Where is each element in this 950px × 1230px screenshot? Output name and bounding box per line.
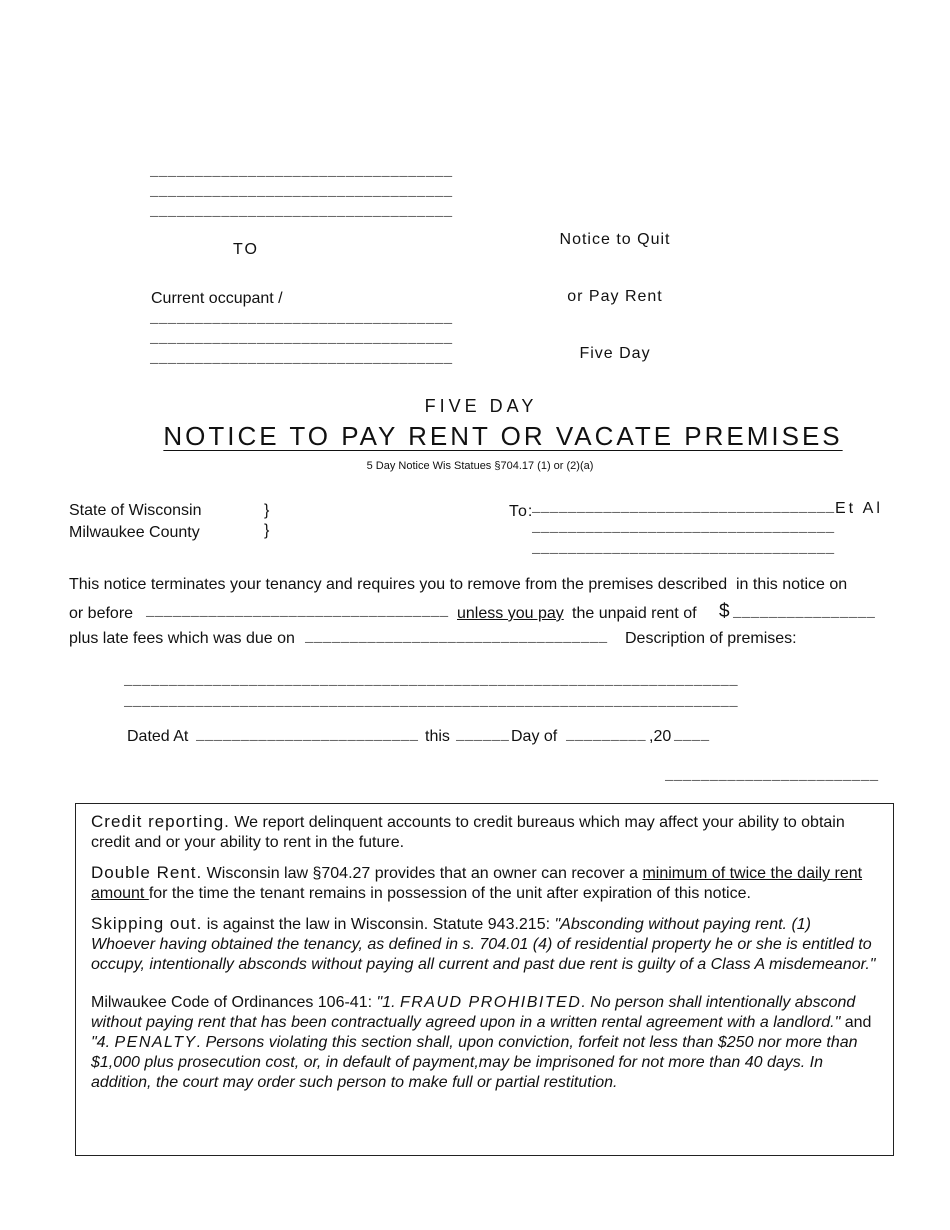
premises-line-1[interactable]: _____________________________________________________________________ xyxy=(124,673,739,689)
due-date-field[interactable]: __________________________________ xyxy=(305,630,608,646)
premises-line-2[interactable]: _____________________________________________________________________ xyxy=(124,694,739,710)
plus-late-fees-label: plus late fees which was due on xyxy=(69,630,295,647)
skipping-out-heading: Skipping out. xyxy=(91,914,203,933)
dated-at-label: Dated At xyxy=(127,728,189,745)
tenant-line-2[interactable]: __________________________________ xyxy=(532,520,835,536)
sender-line-2[interactable]: __________________________________ xyxy=(150,184,453,200)
page-title: NOTICE TO PAY RENT OR VACATE PREMISES xyxy=(163,421,843,451)
signature-line[interactable]: ________________________ xyxy=(665,768,879,784)
credit-reporting-paragraph xyxy=(91,812,879,853)
sender-line-1[interactable]: __________________________________ xyxy=(150,164,453,180)
vacate-date-field[interactable]: __________________________________ xyxy=(146,604,449,620)
day-of-label: Day of xyxy=(511,728,558,745)
this-label: this xyxy=(425,728,450,745)
to-tenant-label: To: xyxy=(509,503,534,520)
et-al-label: Et Al xyxy=(835,500,883,517)
double-rent-paragraph xyxy=(91,863,879,904)
dollar-sign: $ xyxy=(719,601,730,622)
credit-reporting-text: We report delinquent accounts to credit bureaus which may affect your ability to obtain credit and or your ability to rent in the future. xyxy=(91,814,845,851)
year-field[interactable]: ____ xyxy=(674,728,710,744)
to-label: TO xyxy=(233,241,259,258)
fraud-quote-open: "1. xyxy=(376,994,400,1011)
occupant-line-2[interactable]: __________________________________ xyxy=(150,331,453,347)
skipping-out-text: is against the law in Wisconsin. Statute 943.215: xyxy=(202,916,555,933)
state-brace: } xyxy=(264,502,270,519)
credit-reporting-heading: Credit reporting. xyxy=(91,812,230,831)
county-label: Milwaukee County xyxy=(69,524,200,541)
notice-body-line-1: This notice terminates your tenancy and requires you to remove from the premises described in this notice on xyxy=(69,576,848,593)
or-before-label: or before xyxy=(69,605,134,622)
state-label: State of Wisconsin xyxy=(69,502,202,519)
sender-line-3[interactable]: __________________________________ xyxy=(150,204,453,220)
double-rent-underlined: minimum of twice the daily rent amount xyxy=(91,865,863,902)
fraud-quote-text: . No person shall intentionally abscond without paying rent that has been contractually agreed upon in a written rental agreement with a landlord." xyxy=(91,994,856,1031)
skipping-out-quote: "Absconding without paying rent. (1) Whoever having obtained the tenancy, as defined in s. 704.01 (4) of residential property he or she is entitled to occupy, intentionally absconds without paying all current and past due rent is guilty of a Class A misdemeanor." xyxy=(91,916,876,973)
tenant-line-1[interactable]: __________________________________ xyxy=(532,500,835,516)
milwaukee-code-paragraph xyxy=(91,993,879,1093)
title-kicker: FIVE DAY xyxy=(424,396,538,416)
month-field[interactable]: _________ xyxy=(566,728,647,744)
twenty-label: ,20 xyxy=(649,728,672,745)
penalty-heading: PENALTY xyxy=(114,1034,197,1051)
double-rent-heading: Double Rent. xyxy=(91,863,203,882)
dated-at-field[interactable]: _________________________ xyxy=(196,728,419,744)
occupant-line-1[interactable]: __________________________________ xyxy=(150,311,453,327)
skipping-out-paragraph xyxy=(91,914,879,975)
notice-side-label xyxy=(520,192,710,382)
and-text: and xyxy=(840,1014,872,1031)
notice-side-line-3: Five Day xyxy=(579,345,651,362)
current-occupant-label: Current occupant / xyxy=(151,290,283,307)
legal-notice-box xyxy=(75,803,894,1156)
rent-amount-field[interactable]: ________________ xyxy=(733,605,876,621)
fraud-prohibited-heading: FRAUD PROHIBITED xyxy=(399,994,582,1011)
description-label: Description of premises: xyxy=(625,630,797,647)
county-brace: } xyxy=(264,522,270,539)
day-field[interactable]: ______ xyxy=(456,728,510,744)
double-rent-text-a: Wisconsin law §704.27 provides that an owner can recover a xyxy=(202,865,643,882)
notice-side-line-2: or Pay Rent xyxy=(567,288,663,305)
double-rent-text-b: for the time the tenant remains in possession of the unit after expiration of this notice. xyxy=(148,885,751,902)
notice-side-line-1: Notice to Quit xyxy=(559,231,671,248)
tenant-line-3[interactable]: __________________________________ xyxy=(532,541,835,557)
occupant-line-3[interactable]: __________________________________ xyxy=(150,351,453,367)
unpaid-rent-label: the unpaid rent of xyxy=(572,605,697,622)
milwaukee-code-text: Milwaukee Code of Ordinances 106-41: xyxy=(91,994,377,1011)
penalty-quote-open: "4. xyxy=(91,1034,115,1051)
unless-you-pay-label: unless you pay xyxy=(457,605,564,622)
statute-reference: 5 Day Notice Wis Statues §704.17 (1) or (2)(a) xyxy=(366,460,594,472)
penalty-quote-text: . Persons violating this section shall, upon conviction, forfeit not less than $250 nor more than $1,000 plus prosecution cost, or, in default of payment,may be imprisoned for not more than 40 days. In addition, the court may order such person to make full or partial restitution. xyxy=(91,1034,858,1091)
